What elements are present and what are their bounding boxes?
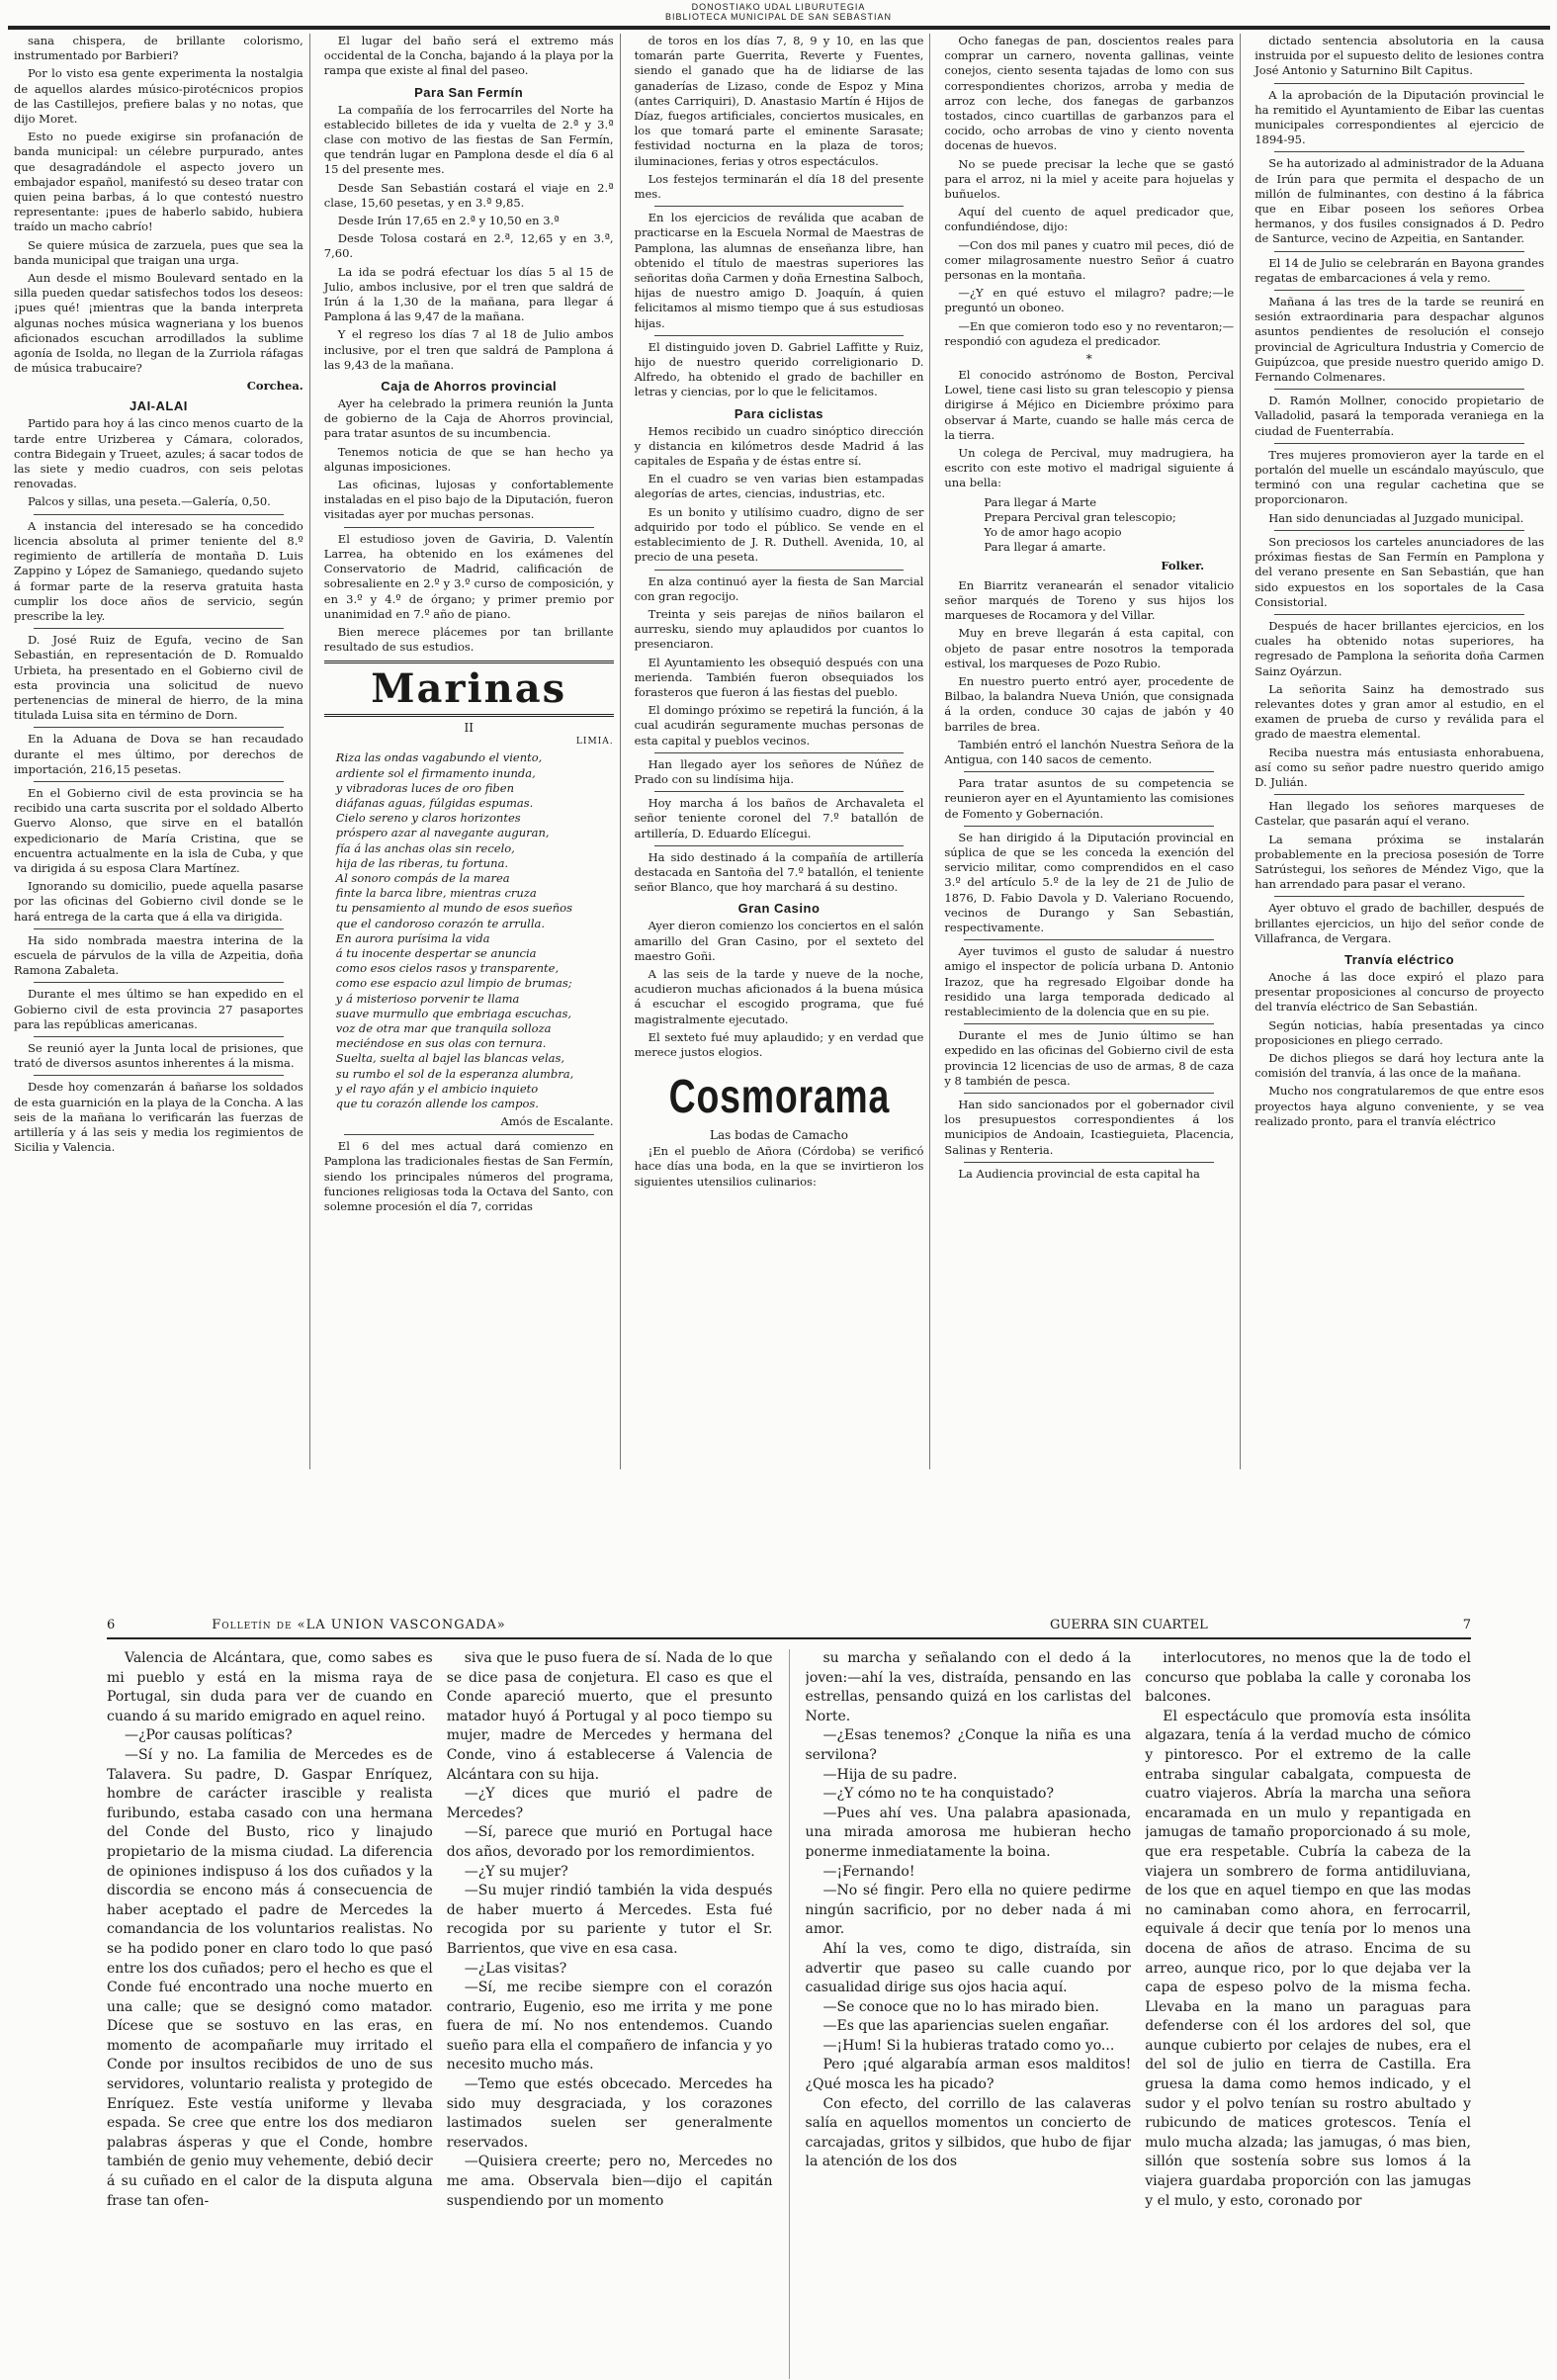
verse-line: Para llegar á amarte. xyxy=(984,539,1106,554)
paragraph: Palcos y sillas, una peseta.—Galería, 0,50. xyxy=(28,494,271,509)
madrigal-signature: Folker. xyxy=(1161,558,1205,573)
folletin-header xyxy=(107,1618,1471,1639)
paragraph: Son preciosos los carteles anunciadores de las próximas fiestas de San Fermín en Pamplona y del verano presente en San Sebastián, que han sido expuestos en los soportales de la Casa Consistorial. xyxy=(1254,534,1544,609)
paragraph: Muy en breve llegarán á esta capital, con objeto de pasar entre nosotros la temporada estival, los marqueses de Pozo Rubio. xyxy=(944,626,1235,670)
poem-signature: Amós de Escalante. xyxy=(500,1114,614,1129)
paragraph: D. José Ruiz de Egufa, vecino de San Sebastián, en representación de D. Romualdo Urbieta, ha presentado en el Gobierno civil de esta provincia una solicitud de nuevo pertenencias de mineral de hierro, de la mina titulada Luisa sita en término de Dorn. xyxy=(14,633,303,723)
paragraph: Y el regreso los días 7 al 18 de Julio ambos inclusive, por el tren que saldrá de Pamplona á las 9,43 de la mañana. xyxy=(323,327,614,372)
folletin-column-3 xyxy=(806,1649,1132,2379)
paragraph: El estudioso joven de Gaviria, D. Valentín Larrea, ha obtenido en los exámenes del Conservatorio de Madrid, calificación de sobresaliente en 2.º y 3.º curso de composición, y en 3.º y 4.º de órgano; y primer premio por unanimidad en 7.º año de piano. xyxy=(323,531,614,621)
paragraph: El domingo próximo se repetirá la función, á la cual acudirán seguramente muchas personas de esta capital y pueblos vecinos. xyxy=(634,703,924,748)
paragraph: Han llegado ayer los señores de Núñez de Prado con su lindísima hija. xyxy=(634,756,924,786)
divider xyxy=(1274,794,1524,795)
paragraph: Anoche á las doce expiró el plazo para presentar proposiciones al concurso de proyecto del tranvía eléctrico de San Sebastián. xyxy=(1254,969,1544,1014)
paragraph: Aquí del cuento de aquel predicador que, confundiéndose, dijo: xyxy=(944,205,1235,234)
paragraph: su marcha y señalando con el dedo á la joven:—ahí la ves, distraída, pensando en las estrellas, pensando quizá en los carlistas del Norte. xyxy=(805,1650,1132,1724)
paragraph: Hemos recibido un cuadro sinóptico dirección y distancia en kilómetros desde Madrid á las capitales de España y de éstas entre sí. xyxy=(634,423,924,469)
cosmorama-banner: Cosmorama xyxy=(668,1071,890,1124)
paragraph: Se quiere música de zarzuela, pues que sea la banda municipal que traigan una urga. xyxy=(14,237,303,267)
paragraph: En nuestro puerto entró ayer, procedente de Bilbao, la balandra Nueva Unión, que consignada á la orden, conduce 30 cajas de jabón y 40 barriles de brea. xyxy=(944,673,1235,734)
paragraph: —Temo que estés obcecado. Mercedes ha sido muy desgraciada, y los corazones lastimados suelen ser generalmente reservados. xyxy=(446,2076,773,2151)
paragraph: Durante el mes de Junio último se han expedido en las oficinas del Gobierno civil de esta provincia 12 licencias de uso de armas, 8 de caza y 8 también de pesca. xyxy=(944,1028,1235,1088)
folletin-column-4 xyxy=(1145,1649,1471,2379)
paragraph: Treinta y seis parejas de niños bailaron el aurresku, siendo muy aplaudidos por cuantos lo presenciaron. xyxy=(634,606,924,652)
library-stamp-line1: DONOSTIAKO UDAL LIBURUTEGIA xyxy=(691,2,866,12)
section-subheading-bodas: Las bodas de Camacho xyxy=(710,1128,848,1143)
madrigal xyxy=(984,495,1234,555)
paragraph: La Audiencia provincial de esta capital ha xyxy=(958,1166,1200,1181)
poem-line: voz de otra mar que tranquila solloza xyxy=(335,1020,552,1035)
paragraph: Mañana á las tres de la tarde se reunirá en sesión extraordinaria para despachar algunos asuntos pendientes de resolución el consejo provincial de Agricultura Industria y Comercio de Guipúzcoa, que preside nuestro querido amigo D. Fernando Colmenares. xyxy=(1254,295,1544,385)
column-2 xyxy=(318,34,621,1469)
paragraph: Hoy marcha á los baños de Archavaleta el señor teniente coronel del 7.º batallón de artillería, D. Eduardo Elícegui. xyxy=(634,796,924,840)
paragraph: Por lo visto esa gente experimenta la nostalgia de aquellos alardes músico-pirotécnicos propios de las Castillejos, prefiere balas y no notas, que dijo Moret. xyxy=(14,66,303,127)
divider xyxy=(1274,290,1524,291)
paragraph: En el cuadro se ven varias bien estampadas alegorías de artes, ciencias, industrias, etc. xyxy=(634,472,924,501)
paragraph: —¿Y cómo no te ha conquistado? xyxy=(822,1786,1054,1803)
paragraph: En la Aduana de Dova se han recaudado durante el mes último, por derechos de importación, 216,15 pesetas. xyxy=(14,732,303,776)
paragraph: —¿Las visitas? xyxy=(464,1960,567,1977)
paragraph: ¡En el pueblo de Añora (Córdoba) se verificó hace días una boda, en la que se invirtieron los siguientes utensilios culinarios: xyxy=(634,1144,924,1189)
folletin-column-1 xyxy=(107,1649,433,2379)
paragraph: —Sí, me recibe siempre con el corazón contrario, Eugenio, eso me irrita y me pone fuera de mí. No nos entendemos. Cuando sueño para ella el compañero de infancia y yo necesito mucho más. xyxy=(446,1980,773,2073)
poem-line: Al sonoro compás de la marea xyxy=(335,870,510,885)
signature: Corchea. xyxy=(246,379,303,394)
divider xyxy=(964,1023,1214,1024)
paragraph: El 6 del mes actual dará comienzo en Pamplona las tradicionales fiestas de San Fermín, siendo los principales números del programa, funciones religiosas toda la Octava del Santo, con solemne procesión el día 7, corridas xyxy=(323,1139,614,1213)
divider xyxy=(34,1075,284,1076)
paragraph: de toros en los días 7, 8, 9 y 10, en las que tomarán parte Guerrita, Reverte y Fuentes, siendo el ganado que ha de lidiarse de las ganaderías de Lizaso, conde de Espoz y Mina (antes Carriquiri), D. Anastasio Martín é Hijos de Díaz, fuegos artificiales, conciertos musicales, en los que tomará parte el eminente Sarasate; festividad nocturna en la plaza de toros; iluminaciones, ferias y otros espectáculos. xyxy=(634,34,924,168)
poem-byline: LIMIA. xyxy=(575,737,614,748)
paragraph: El distinguido joven D. Gabriel Laffitte y Ruiz, hijo de nuestro querido correligionario D. Alfredo, ha obtenido el grado de bachiller en letras y ciencias, por lo que le felicitamos. xyxy=(634,339,924,399)
poem-line: Suelta, suelta al bajel las blancas velas, xyxy=(335,1051,565,1066)
paragraph: En Biarritz veranearán el senador vitalicio señor marqués de Toreno y sus hijos los marqueses de Rocamora y del Villar. xyxy=(944,577,1235,623)
section-heading-jai-alai: JAI-ALAI xyxy=(129,398,188,414)
divider xyxy=(654,335,905,336)
paragraph: Durante el mes último se han expedido en el Gobierno civil de esta provincia 27 pasaportes para las repúblicas americanas. xyxy=(14,987,303,1031)
poem-line: como ese espacio azul limpio de brumas; xyxy=(335,976,572,991)
divider xyxy=(964,826,1214,827)
page-fold xyxy=(789,1649,790,2379)
paragraph: Ayer ha celebrado la primera reunión la Junta de gobierno de la Caja de Ahorros provincial, para tratar asuntos de su incumbencia. xyxy=(323,397,614,441)
folletin-title: Folletín de «LA UNIÓN VASCONGADA» xyxy=(212,1618,506,1632)
poem-line: Cielo sereno y claros horizontes xyxy=(335,811,521,826)
paragraph: —¿Esas tenemos? ¿Conque la niña es una servilona? xyxy=(805,1727,1132,1763)
paragraph: Partido para hoy á las cinco menos cuarto de la tarde entre Urizberea y Cámara, colorados, contra Bidegain y Trueet, azules; á sacar todos de las siete y medio cuadros, con seis pelotas renovadas. xyxy=(14,416,303,491)
paragraph: —Hija de su padre. xyxy=(822,1766,958,1783)
library-stamp-line2: BIBLIOTECA MUNICIPAL DE SAN SEBASTIAN xyxy=(664,12,893,22)
paragraph: No se puede precisar la leche que se gastó para el arroz, ni la miel y aceite para hojuelas y buñuelos. xyxy=(944,156,1235,202)
divider xyxy=(1274,389,1524,390)
divider xyxy=(654,845,905,846)
divider xyxy=(34,514,284,515)
page-gap xyxy=(0,1469,1557,1618)
paragraph: El lugar del baño será el extremo más occidental de la Concha, bajando á la playa por la rampa que existe al final del paseo. xyxy=(323,34,614,78)
paragraph: D. Ramón Mollner, conocido propietario de Valladolid, pasará la temporada veraniega en la ciudad de Fuenterrabía. xyxy=(1254,394,1544,438)
divider xyxy=(344,1134,594,1135)
marinas-banner: Marinas xyxy=(324,661,614,717)
poem-line: hija de las riberas, tu fortuna. xyxy=(335,855,509,870)
paragraph: siva que le puso fuera de sí. Nada de lo que se dice pasa de conjetura. El caso es que el Conde apareció muerto, que el presunto matador huyó á Portugal y al poco tiempo su mujer, madre de Mercedes y hermana del Conde, vino á establecerse á Valencia de Alcántara con su hija. xyxy=(446,1650,773,1783)
poem-section-number: II xyxy=(464,721,474,736)
paragraph: La compañía de los ferrocarriles del Norte ha establecido billetes de ida y vuelta de 2.ª y 3.ª clase con motivo de las fiestas de San Fermín, que tendrán lugar en Pamplona desde el día 6 al 15 del presente mes. xyxy=(323,102,614,177)
paragraph: Valencia de Alcántara, que, como sabes es mi pueblo y está en la misma raya de Portugal, sin duda para ver de cuando en cuando á su marido emigrado en aquel reino. xyxy=(107,1650,433,1724)
paragraph: —¿Y en qué estuvo el milagro? padre;—le preguntó un oboneo. xyxy=(944,286,1235,315)
poem-line: fía á las anchas olas sin recelo, xyxy=(335,840,515,855)
divider xyxy=(344,527,594,528)
paragraph: Desde Tolosa costará en 2.ª, 12,65 y en 3.ª, 7,60. xyxy=(323,231,614,261)
poem-line: finte la barca libre, mientras cruza xyxy=(335,886,537,901)
page-number-right: 7 xyxy=(1462,1618,1471,1632)
poem-line: como esos cielos rasos y transparente, xyxy=(335,961,560,976)
divider xyxy=(1274,151,1524,152)
divider xyxy=(1274,251,1524,252)
divider xyxy=(34,1036,284,1037)
poem xyxy=(336,750,614,1111)
paragraph: En alza continuó ayer la fiesta de San Marcial con gran regocijo. xyxy=(634,573,924,603)
paragraph: —Sí y no. La familia de Mercedes es de Talavera. Su padre, D. Gaspar Enríquez, hombre de carácter irascible y realista furibundo, estaba casado con una hermana del Conde del Busto, rico y linajudo propietario de la misma ciudad. La diferencia de opiniones indispuso á los dos cuñados y la discordia se encono más á consecuencia de haber aceptado el padre de Mercedes la comandancia de los voluntarios realistas. No se ha podido poner en claro todo lo que pasó entre los dos cuñados; pero el hecho es que el Conde fué encontrado una noche muerto en una calle; que se designó como matador. Dícese que se sostuvo en las eras, en momento de acompañarle muy irritado el Conde por insultos recibidos de uno de sus servidores, voluntario realista y protegido de Enríquez. Este vestía uniforme y llevaba espada. Se cree que entre los dos mediaron palabras ásperas y que el Conde, hombre también de genio muy vehemente, debió decir á su cuñado en el calor de la disputa alguna frase tan ofen- xyxy=(107,1746,433,2209)
paragraph: Desde hoy comenzarán á bañarse los soldados de esta guarnición en la playa de la Concha. A las seis de la mañana lo verificarán las fuerzas de artillería y á las seis y media los regimientos de Sicilia y Valencia. xyxy=(14,1080,303,1155)
header-rule xyxy=(8,26,1550,30)
column-1 xyxy=(8,34,310,1469)
paragraph: Ayer tuvimos el gusto de saludar á nuestro amigo el inspector de policía urbana D. Antonio Irazoz, que ha regresado Elgoibar donde ha residido una larga temporada dedicado al restablecimiento de la dolencia que en su pie. xyxy=(944,944,1235,1018)
divider xyxy=(1274,83,1524,84)
paragraph: Esto no puede exigirse sin profanación de banda municipal: un célebre purpurado, antes que desagradándole el aspecto jovero un embajador español, manifestó su deseo tratar con quien peina barbas, á lo que contestó nuestro representante: ¡pues de haberlo sabido, hubiera traído un macho cabrío! xyxy=(14,130,303,234)
paragraph: En los ejercicios de reválida que acaban de practicarse en la Escuela Normal de Maestras de Pamplona, las alumnas de enseñanza libre, han obtenido el título de maestras superiores las señoritas doña Carmen y doña Ernestina Salboch, hijas de nuestro amigo D. Joaquín, á quien felicitamos al mismo tiempo que á sus estudiosas hijas. xyxy=(634,211,924,330)
paragraph: Se han dirigido á la Diputación provincial en súplica de que se les conceda la exención del servicio militar, como comprendidos en el caso 3.º del artículo 5.º de la ley de 21 de Julio de 1876, D. Fabio Davola y D. Valeriano Rocuendo, vecinos de Durango y San Sebastián, respectivamente. xyxy=(944,830,1235,934)
paragraph: —¿Y su mujer? xyxy=(464,1863,568,1880)
section-heading-tranvia: Tranvía eléctrico xyxy=(1344,951,1455,967)
paragraph: Es un bonito y utilísimo cuadro, digno de ser adquirido por todo el público. Se vende en el establecimiento de J. R. Duthell. Avenida, 10, al precio de una peseta. xyxy=(634,504,924,565)
paragraph: El 14 de Julio se celebrarán en Bayona grandes regatas de embarcaciones á vela y remo. xyxy=(1254,255,1544,285)
section-heading-ciclistas: Para ciclistas xyxy=(734,405,824,421)
poem-line: que el candoroso corazón te arrulla. xyxy=(335,916,546,930)
paragraph: Se reunió ayer la Junta local de prisiones, que trató de diversos asuntos inherentes á la misma. xyxy=(14,1040,303,1071)
paragraph: sana chispera, de brillante colorismo, instrumentado por Barbieri? xyxy=(14,34,303,63)
newspaper-page xyxy=(8,34,1550,1469)
paragraph: A la aprobación de la Diputación provincial le ha remitido el Ayuntamiento de Eibar las cuentas municipales correspondientes al ejercicio de 1894-95. xyxy=(1254,87,1544,147)
paragraph: —Su mujer rindió también la vida después de haber muerto á Mercedes. Esta fué recogida por su pariente y tutor el Sr. Barrientos, que vive en esa casa. xyxy=(446,1883,773,1957)
page-number-left: 6 xyxy=(107,1618,116,1632)
section-separator: * xyxy=(1085,352,1092,367)
poem-line: diáfanas aguas, fúlgidas espumas. xyxy=(335,795,534,810)
paragraph: Ayer dieron comienzo los conciertos en el salón amarillo del Gran Casino, por el sexteto del maestro Goñi. xyxy=(634,919,924,963)
divider xyxy=(1274,443,1524,444)
paragraph: —¡Hum! Si la hubieras tratado como yo... xyxy=(822,2037,1115,2054)
paragraph: —Se conoce que no lo has mirado bien. xyxy=(822,1998,1099,2015)
column-3 xyxy=(629,34,931,1469)
divider xyxy=(1274,896,1524,897)
paragraph: Ha sido destinado á la compañía de artillería destacada en Santoña del 7.º batallón, el teniente señor Blanco, que hoy marchará á su destino. xyxy=(634,849,924,895)
paragraph: Han llegado los señores marqueses de Castelar, que pasarán aquí el verano. xyxy=(1254,799,1544,829)
paragraph: Han sido denunciadas al Juzgado municipal. xyxy=(1268,510,1524,525)
poem-line: y el rayo afán y el ambicio inquieto xyxy=(335,1081,539,1096)
poem-line: En aurora purísima la vida xyxy=(335,930,490,945)
paragraph: Desde San Sebastián costará el viaje en 2.ª clase, 15,60 pesetas, y en 3.ª 9,85. xyxy=(323,180,614,210)
paragraph: —No sé fingir. Pero ella no quiere pedirme ningún sacrificio, por no deber nada á mi amor. xyxy=(805,1883,1132,1938)
paragraph: Aun desde el mismo Boulevard sentado en la silla pueden quedar satisfechos todos los deseos: ¡pues qué! ¡mientras que la banda interpreta algunas noches música wagneriana y los buenos aficionados escuchan arrodillados la sublime agonía de Isolda, no llegan de la Zurriola ráfagas de música trabucaire? xyxy=(14,271,303,376)
paragraph: El sexteto fué muy aplaudido; y en verdad que merece justos elogios. xyxy=(634,1029,924,1059)
folletin-page-6 xyxy=(107,1649,773,2379)
paragraph: Mucho nos congratularemos de que entre esos proyectos haya alguno conveniente, y se vea realizado pronto, para el tranvía eléctrico xyxy=(1254,1084,1544,1128)
paragraph: —¿Y dices que murió el padre de Mercedes? xyxy=(446,1786,773,1821)
divider xyxy=(34,781,284,782)
paragraph: A instancia del interesado se ha concedido licencia absoluta al primer teniente del 8.º regimiento de artillería de montaña D. Luis Zappino y López de Samaniego, quedando sujeto á formar parte de la reserva gratuita hasta cumplir los doce años de servicio, según prescribe la ley. xyxy=(14,518,303,623)
divider xyxy=(964,939,1214,940)
poem-line: y vibradoras luces de oro fiben xyxy=(335,780,514,795)
divider xyxy=(1274,530,1524,531)
verse-line: Para llegar á Marte xyxy=(984,494,1097,509)
section-heading-san-fermin: Para San Fermín xyxy=(414,84,524,100)
paragraph: dictado sentencia absolutoria en la causa instruida por el supuesto delito de lesiones contra José Antonio y Saturnino Bilt Capitus. xyxy=(1254,34,1544,78)
paragraph: El espectáculo que promovía esta insólita algazara, tenía á la verdad mucho de cómico y pintoresco. Por el extremo de la calle entraba singular cabalgata, compuesta de cuatro viajeros. Abría la marcha una señora encaramada en un mulo y repantigada en jamugas de tamaño proporcionado á su mole, que era respetable. Cubría la cabeza de la viajera un sombrero de forma antidiluviana, de los que en aquel tiempo en que las modas no caminaban como ahora, en ferrocarril, equivale á decir que tenía por lo menos una docena de años de atraso. Encima de su arreo, aunque rico, por lo que dejaba ver la capa de espeso polvo de la misma fecha. Llevaba en la mano un paraguas para defenderse con él los ardores del sol, que aunque cubierto por celajes de nubes, era el del sol de julio en tierra de Castilla. Era gruesa la dama como hemos indicado, y el sudor y el polvo tenían su rostro abultado y rubicundo de matices grotescos. Tenía el mulo mucha alzada; las jamugas, ó mas bien, sillón que sostenía sobre sus lomos á la viajera guardaba proporción con las jamugas y el mulo, y esto, coronado por xyxy=(1145,1708,1471,2209)
verse-line: Prepara Percival gran telescopio; xyxy=(984,509,1176,524)
paragraph: Las oficinas, lujosas y confortablemente instaladas en el piso bajo de la Diputación, fueron visitadas ayer por muchas personas. xyxy=(323,478,614,522)
divider xyxy=(1274,614,1524,615)
divider xyxy=(964,1093,1214,1094)
paragraph: Ha sido nombrada maestra interina de la escuela de párvulos de la villa de Azpeitia, doña Ramona Zabaleta. xyxy=(14,932,303,978)
divider xyxy=(34,628,284,629)
divider xyxy=(34,928,284,929)
paragraph: —Quisiera creerte; pero no, Mercedes no me ama. Observala bien—dijo el capitán suspendiendo por un momento xyxy=(446,2154,773,2209)
paragraph: —En que comieron todo eso y no reventaron;—respondió con agudeza el predicador. xyxy=(944,318,1235,348)
folletin-column-2 xyxy=(447,1649,773,2379)
divider xyxy=(34,982,284,983)
poem-line: su rumbo el sol de la esperanza alumbra, xyxy=(335,1066,574,1081)
paragraph: —Sí, parece que murió en Portugal hace dos años, devorado por los remordimientos. xyxy=(446,1824,773,1860)
section-heading-caja-ahorros: Caja de Ahorros provincial xyxy=(381,379,558,395)
divider xyxy=(654,752,905,753)
column-5 xyxy=(1249,34,1550,1469)
paragraph: Bien merece plácemes por tan brillante resultado de sus estudios. xyxy=(323,624,614,655)
paragraph: El Ayuntamiento les obsequió después con una merienda. También fueron obsequiados los forasteros que fueron á las fiestas del pueblo. xyxy=(634,655,924,699)
paragraph: —¡Fernando! xyxy=(822,1863,915,1880)
verse-line: Yo de amor hago acopio xyxy=(984,524,1122,539)
poem-line: tu pensamiento al mundo de esos sueños xyxy=(335,901,573,916)
poem-line: que tu corazón allende los campos. xyxy=(335,1096,539,1110)
paragraph: En el Gobierno civil de esta provincia se ha recibido una carta suscrita por el soldado Alberto Guervo Alonso, que sirve en el batallón expedicionario de María Cristina, que se encuentra actualmente en la isla de Cuba, y que va dirigida á su esposa Clara Martínez. xyxy=(14,785,303,875)
divider xyxy=(654,206,905,207)
poem-line: ardiente sol el firmamento inunda, xyxy=(335,765,536,780)
paragraph: Tenemos noticia de que se han hecho ya algunas imposiciones. xyxy=(323,444,614,474)
paragraph: Después de hacer brillantes ejercicios, en los cuales ha obtenido notas superiores, ha regresado de Pamplona la señorita doña Carmen Sainz Oyárzun. xyxy=(1254,618,1544,678)
paragraph: Según noticias, había presentadas ya cinco proposiciones en pliego cerrado. xyxy=(1254,1017,1544,1047)
paragraph: Ahí la ves, como te digo, distraída, sin advertir que paseo su calle cuando por casualidad dirige sus ojos hacia aquí. xyxy=(805,1940,1132,1996)
paragraph: Pero ¡qué algarabía arman esos malditos! ¿Qué mosca les ha picado? xyxy=(805,2057,1132,2093)
poem-line: meciéndose en sus olas con ternura. xyxy=(335,1036,547,1051)
novel-title: GUERRA SIN CUARTEL xyxy=(1049,1618,1208,1632)
folletin-header-left xyxy=(107,1618,775,1632)
paragraph: A las seis de la tarde y nueve de la noche, acudieron muchas aficionados á la buena música á escuchar el escogido programa, que fué magistralmente ejecutado. xyxy=(634,966,924,1026)
paragraph: La señorita Sainz ha demostrado sus relevantes dotes y gran amor al estudio, en el examen de prueba de curso y reválida para el grado de maestra elemental. xyxy=(1254,681,1544,742)
paragraph: —Es que las apariencias suelen engañar. xyxy=(822,2018,1110,2035)
paragraph: —Pues ahí ves. Una palabra apasionada, una mirada amorosa me hubieran hecho ponerme inmediatamente la boina. xyxy=(805,1805,1132,1860)
paragraph: Tres mujeres promovieron ayer la tarde en el portalón del muelle un escándalo mayúsculo, que terminó con una regular cachetina que se proporcionaron. xyxy=(1254,447,1544,507)
paragraph: De dichos pliegos se dará hoy lectura ante la comisión del tranvía, á las once de la mañana. xyxy=(1254,1050,1544,1081)
divider xyxy=(964,771,1214,772)
paragraph: El conocido astrónomo de Boston, Percival Lowel, tiene casi listo su gran telescopio y piensa dirigirse á Méjico en Diciembre próximo para observar á Marte, cuando se halle más cerca de la tierra. xyxy=(944,368,1235,442)
folletin-body xyxy=(107,1649,1471,2379)
paragraph: Desde Irún 17,65 en 2.ª y 10,50 en 3.ª xyxy=(337,214,560,228)
paragraph: interlocutores, no menos que la de todo el concurso que poblaba la calle y coronaba los balcones. xyxy=(1145,1650,1471,1706)
column-4 xyxy=(938,34,1241,1469)
paragraph: La semana próxima se instalarán probablemente en la preciosa posesión de Torre Satrústegui, los señores de Méndez Vigo, que la han arrendado para pasar el verano. xyxy=(1254,832,1544,892)
paragraph: —¿Por causas políticas? xyxy=(125,1727,293,1744)
folletin-header-right xyxy=(803,1618,1471,1632)
library-stamp xyxy=(0,2,1557,22)
section-heading-gran-casino: Gran Casino xyxy=(737,901,821,917)
poem-line: Riza las ondas vagabundo el viento, xyxy=(335,750,543,765)
divider xyxy=(654,570,905,571)
paragraph: —Con dos mil panes y cuatro mil peces, dió de comer milagrosamente nuestro Señor á cuatro personas en la montaña. xyxy=(944,237,1235,283)
paragraph: Ocho fanegas de pan, doscientos reales para comprar un carnero, noventa gallinas, veinte conejos, ciento sesenta tajadas de lomo con sus correspondientes chorizos, arroba y media de arroz con leche, dos fanegas de garbanzos tostados, cinco cuartillas de garbanzos para el cocido, ocho arrobas de vino y ciento noventa docenas de huevos. xyxy=(944,34,1235,153)
poem-line: próspero azar al navegante auguran, xyxy=(335,826,550,840)
divider xyxy=(34,727,284,728)
folletin-page-7 xyxy=(806,1649,1472,2379)
paragraph: Un colega de Percival, muy madrugiera, ha escrito con este motivo el madrigal siguiente á una bella: xyxy=(944,446,1235,490)
folletin-serial xyxy=(107,1618,1471,2379)
paragraph: Reciba nuestra más entusiasta enhorabuena, así como su señor padre nuestro querido amigo D. Julián. xyxy=(1254,745,1544,789)
divider xyxy=(654,791,905,792)
paragraph: Para tratar asuntos de su competencia se reunieron ayer en el Ayuntamiento las comisiones de Fomento y Gobernación. xyxy=(944,776,1235,821)
paragraph: Se ha autorizado al administrador de la Aduana de Irún para que permita el despacho de un millón de fulminantes, con destino á la fábrica que en Eibar poseen los señores Orbea hermanos, y dos fusiles consignados á D. Pedro de Santurce, vecino de Azpeitia, en Santander. xyxy=(1254,156,1544,246)
paragraph: Los festejos terminarán el día 18 del presente mes. xyxy=(634,171,924,202)
paragraph: Con efecto, del corrillo de las calaveras salía en aquellos momentos un concierto de carcajadas, gritos y silbidos, que hubo de fijar la atención de los dos xyxy=(805,2095,1132,2170)
paragraph: También entró el lanchón Nuestra Señora de la Antigua, con 140 sacos de cemento. xyxy=(944,737,1235,766)
paragraph: Ignorando su domicilio, puede aquella pasarse por las oficinas del Gobierno civil donde se le hará entrega de la carta que á ella va dirigida. xyxy=(14,879,303,924)
paragraph: La ida se podrá efectuar los días 5 al 15 de Julio, ambos inclusive, por el tren que saldrá de Irún á la 1,30 de la mañana, para llegar á Pamplona á las 9,47 de la mañana. xyxy=(323,264,614,324)
paragraph: Han sido sancionados por el gobernador civil los presupuestos correspondientes á los municipios de Andoain, Icastieguieta, Placencia, Salinas y Renteria. xyxy=(944,1097,1235,1157)
poem-line: suave murmullo que embriaga escuchas, xyxy=(335,1006,571,1020)
divider xyxy=(964,1162,1214,1163)
paragraph: Ayer obtuvo el grado de bachiller, después de brillantes ejercicios, un hijo del señor conde de Villafranca, de Vergara. xyxy=(1254,901,1544,945)
poem-line: á tu inocente despertar se anuncia xyxy=(335,945,537,960)
poem-line: y á misterioso porvenir te llama xyxy=(335,991,520,1006)
